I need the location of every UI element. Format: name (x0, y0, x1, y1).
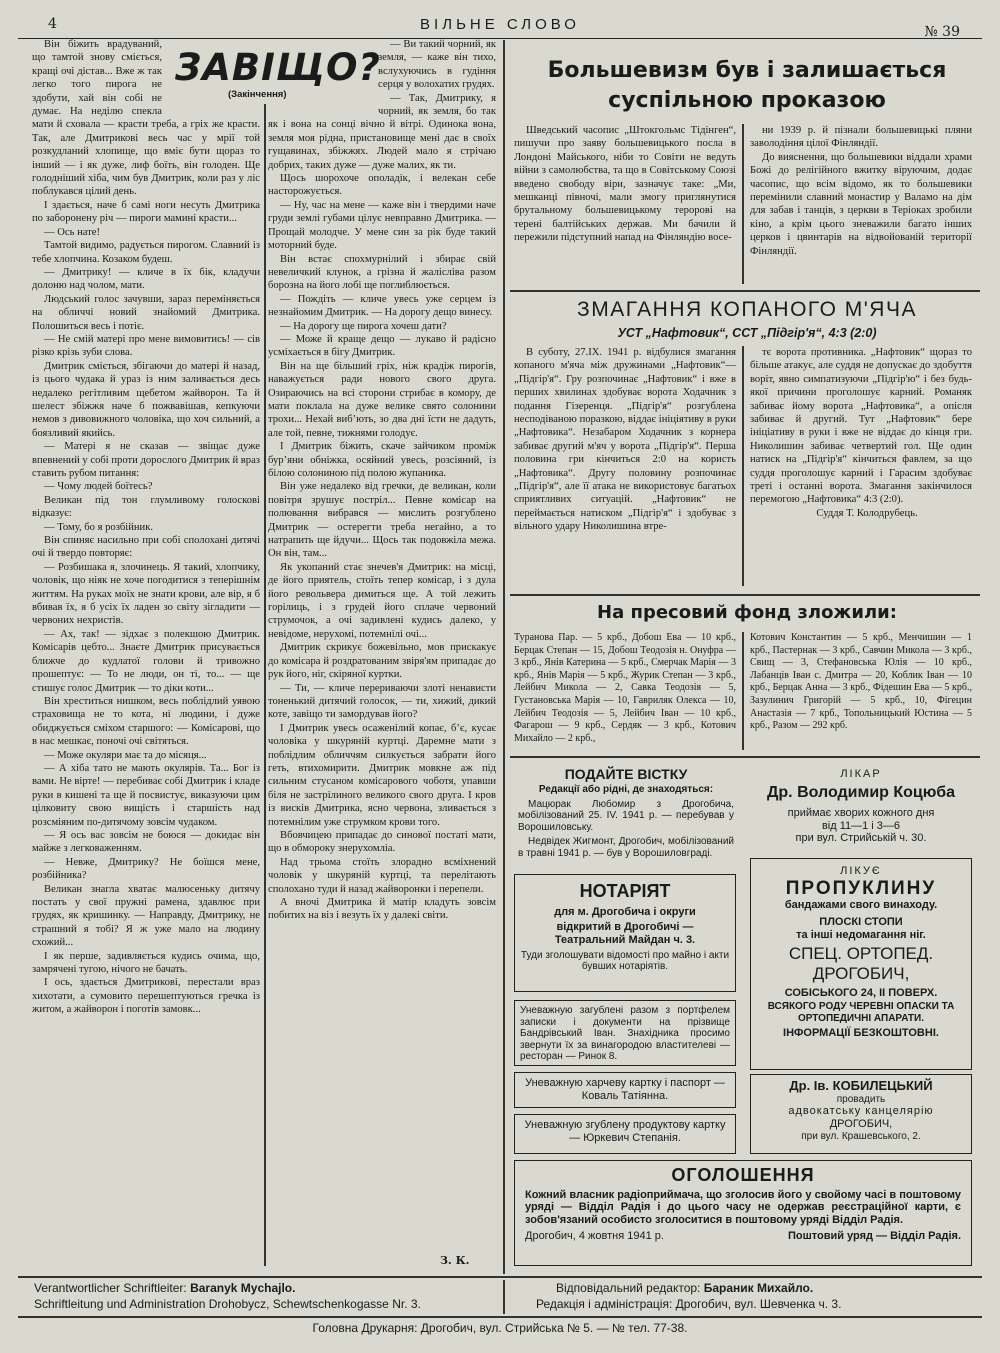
ad-text: Туди зголошувати відомості про майно і акти бувших нотаріятів. (520, 949, 730, 973)
ad-text: та інші недомагання ніг. (796, 928, 926, 941)
bolshevism-column-1 (514, 124, 736, 284)
ad-text: СОБІСЬКОГО 24, II ПОВЕРХ. (784, 986, 938, 999)
footer-german-editor (34, 1281, 295, 1295)
footer-editor (556, 1281, 813, 1295)
football-column-1 (514, 346, 736, 588)
lawyer-ad (750, 1074, 972, 1154)
story-paragraph: А вночі Дмитрика й матір кладуть зовсім побитих на віз і везуть їх у далекі світи. (268, 897, 496, 922)
story-paragraph: Він спиняє насильно при собі сполохані дитячі очі й твердо повторяє: (32, 535, 260, 560)
issue-number: № 39 (924, 24, 960, 40)
ad-text: приймає хворих кожного дня (787, 807, 935, 820)
story-paragraph: І як перше, задивляється кудись очима, що, замрячені тугою, нічого не бачать. (32, 950, 260, 976)
ad-text: Уневажную харчеву картку і паспорт — Коваль Татіянна. (525, 1077, 725, 1102)
story-paragraph: — Може й краще дещо — лукаво й радісно усміхається в бігу Дмитрик. (268, 333, 496, 359)
story-paragraph: Він встає спохмурнілий і збирає свій невеличкий клунок, а грізна й жалісліва разом борозна на його лобі ще поглиблюється. (268, 253, 496, 292)
story-paragraph: — Тому, бо я розбійник. (44, 521, 154, 533)
ad-text: Уневажную загублені разом з портфелем записки і документи на прізвище Бандрівський Іван. Знахідника просимо звернути їх за винагородою властителеві — ресторан — Ринок 8. (520, 1005, 730, 1062)
story-paragraph: — Може окуляри має та до місяця... (44, 749, 207, 761)
story-column-1 (32, 38, 260, 1268)
story-paragraph: — Ти, — кличе перериваючи злоті ненависти тоненький дитячий голосок, — ти, хижий, дикий коте, завіщо ти замордував його? (268, 682, 496, 721)
football-subtitle: УСТ „Нафтовик“, ССТ „Підгір'я“, 4:3 (2:0) (617, 326, 877, 340)
section-divider (510, 756, 980, 758)
doctor-ad (750, 762, 972, 854)
ad-title: Др. Ів. КОБИЛЕЦЬКИЙ (789, 1078, 933, 1093)
notice-footer (525, 1230, 961, 1243)
footer-label: Verantwortlicher Schriftleiter: (34, 1281, 187, 1295)
ad-text: СПЕЦ. ОРТОПЕД. (788, 944, 934, 964)
story-paragraph: І здається, наче б самі ноги несуть Дмитрика по заборонену річ — пироги мамині красти... (32, 199, 260, 225)
story-paragraph: — Я ось вас зовсім не боюся — докидає він майже з легковаженням. (32, 829, 260, 855)
story-paragraph: — Дмитрику! — кличе в їх бік, кладучи долоню над чолом, мати. (32, 266, 260, 292)
story-paragraph: Дмитрик скрикує божевільно, мов прискакує до комісара й роздратованим звіря'ям припадає до рук його, ніг, скіряної куртки. (268, 642, 496, 681)
ad-title: ПОДАЙТЕ ВІСТКУ (564, 766, 688, 782)
ad-label: ЛІКУЄ (840, 865, 882, 877)
column-divider (742, 632, 744, 750)
notice-date: Дрогобич, 4 жовтня 1941 р. (525, 1229, 664, 1242)
ad-title: ПРОПУКЛИНУ (785, 877, 937, 899)
story-paragraph: Тамтой видимо, радується пирогом. Славний із тебе хлопчина. Козаком будеш. (32, 240, 260, 265)
ad-text: ІНФОРМАЦІЇ БЕЗКОШТОВНІ. (783, 1027, 939, 1040)
bolshevism-title: Большевизм був і залишається суспільною проказою (547, 58, 947, 113)
ad-text: адвокатську канцелярію (788, 1105, 934, 1118)
article-paragraph: В суботу, 27.ІХ. 1941 р. відбулися змагання копаного м'яча між дружинами „Нафтовик“—„Підгір'я“. Гру розпочинає „Нафтовик“ і вже в перших хвилинах здобуває ворота Ходачник з подання Гізеренця. „Підгір'я“ розгублена несподіваною поразкою, віддає ініціятиву в руки „Нафтовика“. Незабаром Ходачник з корнера забиває другий м'яч у ворота „Підгір'я“. Перша половина гри кінчиться 2:0 на користь „Нафтовика“. Другу половину розпочинає „Підгір'я“, але її атака не використовує багатьох сприятливих ситуацій. „Нафтовик“ не переймається натиском „Підгір'я“ і здобуває з вільного удару Николишина втре- (514, 347, 736, 533)
footer-german-address: Schriftleitung und Administration Drohobycz, Schewtschenkogasse Nr. 3. (34, 1297, 421, 1311)
footer-label: Відповідальний редактор: (556, 1281, 701, 1295)
column-divider (742, 124, 744, 284)
story-signature: З. К. (440, 1254, 470, 1267)
story-paragraph: Великан під тон глумливому голоскові відказує: (32, 494, 260, 520)
ad-text: при вул. Стрийській ч. 30. (795, 832, 927, 845)
footer-address: Редакція і адміністрація: Дрогобич, вул. Шевченка ч. 3. (536, 1297, 842, 1311)
story-paragraph: Над трьома стоїть злорадно всміхнений чоловік у шкуряній куртці, та перелітають сполохано туди й назад жайворонки і перепели. (268, 856, 496, 895)
ad-title: НОТАРІЯТ (579, 881, 671, 901)
story-paragraph: — Не смій матері про мене вимовитись! — сів різко крізь зуби слова. (32, 333, 260, 359)
ad-text: ВСЯКОГО РОДУ ЧЕРЕВНІ ОПАСКИ ТА ОРТОПЕДИЧНІ АПАРАТИ. (767, 1001, 955, 1024)
lost-card-ad (514, 1072, 736, 1108)
lost-documents-ad (514, 1000, 736, 1066)
ad-text: Недвідек Жигмонт, Дрогобич, мобілізований в травні 1941 р. — був у Ворошиловграді. (518, 836, 734, 859)
ad-text: для м. Дрогобича і округи (554, 905, 696, 918)
footer-divider-vertical (503, 1280, 505, 1314)
story-paragraph: — Ви такий чорний, як земля, — каже він тихо, вслухуючись в гудіння серця у волохатих грудях. (378, 39, 496, 91)
paper-name: ВІЛЬНЕ СЛОВО (420, 16, 580, 33)
footer-divider (18, 1276, 982, 1278)
bolshevism-column-2 (750, 124, 972, 284)
ad-text: бандажами свого винаходу. (784, 899, 938, 912)
football-column-2 (750, 346, 972, 588)
story-paragraph: І Дмитрик увесь осаженілий копає, бʼє, кусає чоловіка у шкуряній куртці. Даремне мати з поблідлим обличчям силкується забрати його геть, втихомирити. Дмитрик мовкне аж під сильним стусаном комісарового чоботя, упавши біля не застрілиного великого свого друга. І кров із висків Дмитрика, ясно червона, зливається з потемнілим уже струмком крови того. (268, 722, 496, 828)
story-paragraph: — Ах, так! — зідхає з полекшою Дмитрик. Комісарів цебто... Знаєте Дмитрик присувається ближче до кудлатої голови й тривожно прошептує: — То не люди, он ті, то... — ще стишує голос Дмитрик — то діки коти... (32, 628, 260, 694)
story-paragraph: Великан знагла хватає малюсеньку дитячу постать у свої пружні рамена, здавлює при грудях, як кришинку. — Направду, Дмитрику, не страшний я тобі? Я ж уже мало на людину схожий... (32, 883, 260, 949)
column-divider (742, 346, 744, 586)
press-fund-title: На пресовий фонд зложили: (597, 602, 897, 623)
story-paragraph: Він уже недалеко від гречки, де великан, коли повітря зрушує постріл... Певне комісар на полювання вибрався — мислить розгублено Дмитрик — остерегти треба негайно, а то натрапить ще йдучи... Щось так подовжіла межа. Он він, там... (268, 481, 496, 560)
column-divider (264, 104, 266, 1266)
orthopedic-ad (750, 858, 972, 1070)
radio-notice (514, 1160, 972, 1266)
lost-food-card-ad (514, 1114, 736, 1154)
footer-name: Baranyk Mychajlo. (190, 1281, 296, 1295)
story-paragraph: І ось, здається Дмитрикові, перестали враз хихотати, а сумовито перешептуються гречка із житом, а жайворон і поготів замовк... (32, 977, 260, 1016)
story-paragraph: — Ось нате! (44, 226, 101, 238)
ad-text: від 11—1 і 3—6 (821, 819, 901, 832)
article-paragraph: тє ворота противника. „Нафтовик“ щораз то більше атакує, але суддя не допускає до здобуття воріт, явно симпатизуючи „Підгір'ю“ і без будь-якої причини проголошує карний. Романяк забиває йому ворота „Нафтовика“, а опісля забиває й другий. Тут „Нафтовик“ бере ініціативу в руки і вже не віддає до кінця гри. Николишин забиває четвертий гол. Ще один натиск на „Підгір'я“ кінчиться фавлем, за що суддя проголошує карний і Гарасим здобуває треті і останні ворота. Змагання закінчилося перемогою „Нафтовика“ 4:3 (2:0). (750, 347, 972, 506)
story-paragraph: Він на ще більший гріх, ніж крадіж пирогів, наважується ради нового свого друга. Озираючись на всі сторони стрибає в комору, де мати поклала на дуже велике свято солонини трохи... Нехай вибʼють, зо два дні їсти не дадуть, але той, певне, тижнями голодує. (268, 360, 496, 439)
footer-name: Бараник Михайло. (703, 1281, 814, 1295)
notice-title: ОГОЛОШЕННЯ (671, 1165, 815, 1185)
ad-text: Театральний Майдан ч. 3. (554, 933, 696, 946)
story-paragraph: — А хіба тато не мають окулярів. Та... Бог із вами. Не вірте! — перебиває собі Дмитрик і кладе руки в кишені та ще й посвистує, виказуючи цим цілковиту свою вищість і старшість над розсміяним по-дитячому зовсім чудаком. (32, 762, 260, 828)
ad-text: Мацюрак Любомир з Дрогобича, мобілізований 25. IV. 1941 р. — перебував у Ворошиловську. (518, 798, 734, 833)
story-title: ЗАВІЩО? (175, 46, 381, 89)
press-fund-list-2: Котович Константин — 5 крб., Менчишин — 1 крб., Пастернак — 3 крб., Савчин Микола — 3 крб., Свищ — 3, Стефановська Юлія — 10 крб., Лабанців Іван с. Дмитра — 20, Коблик Іван — 10 крб., Берцак Анна — 3 крб., Фідешин Ева — 5 крб., Зазулинич Григорій — 5 крб., 10, Фігецин Анастазія — 7 крб., Топольницький Юстина — 5 крб., Разом — 292 крб. (750, 632, 972, 732)
column-divider (503, 40, 505, 1274)
page-number: 4 (48, 16, 57, 32)
story-paragraph: Вбовчицею припадає до синової постаті мати, що в обмороку знерухомліа. (268, 829, 496, 855)
ad-text: ДРОГОБИЧ, (829, 1118, 893, 1131)
ad-text: відкритий в Дрогобичі — (556, 921, 694, 934)
section-divider (510, 594, 980, 596)
story-paragraph: Дмитрик сміється, збігаючи до матері й назад, із цього чудака й ураз із ним заливається десь недалеко регітливим щебетом жайворон. Та й шелест збіжжя наче б пожвавішав, кепкуючи немов з дивовижного чоловіка, що хоч сильний, а боязливий якийсь. (32, 360, 260, 439)
football-title: ЗМАГАННЯ КОПАНОГО М'ЯЧА (577, 298, 917, 321)
article-paragraph: ни 1939 р. й пізнали большевицькі пляни заволодіння цілої Фінляндії. (750, 125, 972, 150)
story-paragraph: Він хреститься нишком, весь поблідлий уявою страховища не то кота, ні людини, і дуже обиджується сміхом старшого: — Комісарові, що в нас мешкає, поночі очі світяться. (32, 695, 260, 748)
article-paragraph: До вияснення, що большевики віддали храми Божі до релігійного вжитку віруючим, додає часопис, що всім відомо, як то большевики перемінили славний монастир у Валамо на дім для забав і танців, з церкви в Теріоках зробили кіно, а крім цього зневажили багато інших церков і цвинтарів на відвойованій території Фінляндії. (750, 151, 972, 257)
ad-text: ДРОГОБИЧ, (812, 963, 910, 983)
story-paragraph: Він біжить врадуваний, що тамтой знову сміється, кращі очі дістав... Вже ж так легко того пирога не здобути, хай він собі не думає. На неділю спекла мати й сховала — красти треба, а гріх же красти. Так, але Дмитрикові весь час у мрії той розкудланий хлопище, що вміє бути щораз то інший — і як дуже, лиф боїть, він голоден. Ще голодніший хіба, чим був Дмитрик, коли раз у ліс поблукався цілий день. (32, 39, 260, 198)
ad-title: Др. Володимир Коцюба (767, 783, 955, 801)
press-fund-list-1: Туранова Пар. — 5 крб., Добош Ева — 10 крб., Берцак Степан — 15, Добош Теодозія н. Онуфра — 3 крб., Янів Катерина — 5 крб., Смерчак Марія — 3 крб., Янів Марія — 5 крб., Журик Степан — 3 крб., Лейбич Микола — 2, Савка Теодозія — 5, Густановська Марія — 10, Гавриляк Олекса — 10, Лейбич Теодозія — 5, Лейбич Іван — 10 крб., Фагарош — 9 крб., Сердяк — 3 крб., Котович Михайло — 2 крб., (514, 632, 736, 744)
story-paragraph: Людський голос зачувши, зараз переміняється на обличчі новий знайомий Дмитрика. Полошиться весь і потіє. (32, 293, 260, 332)
referee-signature: Суддя Т. Колодрубець. (816, 507, 918, 519)
ad-text: при вул. Крашевського, 2. (801, 1130, 921, 1142)
ad-subtitle: Редакції або рідні, де знаходяться: (538, 784, 714, 796)
notice-signature: Поштовий уряд — Відділ Радія. (787, 1229, 961, 1242)
masthead (18, 14, 982, 39)
story-continuation-note: (Закінчення) (228, 89, 287, 100)
story-paragraph: — Пождіть — кличе увесь уже серцем із незнайомим Дмитрик. — На дорогу дещо винесу. (268, 293, 496, 319)
footer-printer: Головна Друкарня: Дрогобич, вул. Стрийська № 5. — № тел. 77-38. (312, 1321, 688, 1335)
story-paragraph: — Невже, Дмитрику? Не боїшся мене, розбійника? (32, 856, 260, 882)
ad-text: ПЛОСКІ СТОПИ (819, 916, 903, 929)
missing-persons-ad (512, 762, 740, 870)
ad-label: ЛІКАР (840, 768, 882, 780)
story-column-2 (268, 38, 496, 1268)
story-paragraph: — Розбишака я, злочинець. Я такий, хлопчику, чоловік, що ніяк не хоче погодитися з теперішнім життям. На руках моїх не знати крови, але вір, я б вбивав їх, я б усіх їх ладен зо світу зігладити — червоних нехристів. (32, 561, 260, 627)
story-paragraph: — На дорогу ще пирога хочеш дати? (280, 320, 447, 332)
story-paragraph: І Дмитрик біжить, скаче зайчиком проміж бурʼяни обніжка, осяйний увесь, розсіяний, із білою солониною під полою жупаника. (268, 441, 496, 479)
story-paragraph: Щось шорохоче ополадік, і велекан себе насторожується. (268, 173, 496, 198)
notice-text: Кожний власник радіоприймача, що зголосив його у свойому часі в поштовому уряді — Відділ Радія і до цього часу не одержав реєстраційної карти, є зобов'язаний особисто зголоситися в поштовому уряді Відділ Радія. (525, 1188, 961, 1226)
story-paragraph: — Так, Дмитрику, я чорний, як земля, бо так як і вона на сонці вічно й вітрі. Одинока вона, земля моя рідна, пристановище мені дає в своїх гущавинах, збіжжях. Людей мало я стрічаю добрих, таких дуже — дуже малих, як ти. (268, 92, 496, 171)
ad-text: Уневажную згублену продуктову картку — Юркевич Степанія. (524, 1119, 726, 1144)
footer-divider (18, 1316, 982, 1318)
section-divider (510, 290, 980, 292)
story-paragraph: — Матері я не сказав — звіщає дуже впевнений у собі проти дорослого Дмитрик й враз ставить рубом питання: (32, 441, 260, 479)
story-paragraph: — Чому людей боїтесь? (44, 481, 153, 493)
notary-ad (514, 874, 736, 992)
ad-text: провадить (836, 1093, 886, 1105)
article-paragraph: Шведський часопис „Штокгольмс Тідінген“, пишучи про заяву большевицького посла в Лондоні Майського, ніби то Совіти не ведуть війни з самолюбства, та що в Совітському Союзі введено свободу віри, зазначує таке: „Ми, мешканці півночі, мали змогу приглянутися брутальному большевицькому теророві на терені балтійських держав. Ми бачили й пережили підступний напад на Фінляндію восе- (514, 125, 736, 244)
story-paragraph: Як укопаний стає знечев'я Дмитрик: на місці, де його приятель, стоїть тепер комісар, і з дула його револьвера димиться ще. А той лежить горілиць, і з грудей його сплаче червоний струмочок, а очі задивлені кудись далеко, у невідоме, нерухомі, потемнілі очі... (268, 561, 496, 640)
story-paragraph: — Ну, час на мене — каже він і твердими наче груди землі губами цілує невправно Дмитрика. — Прощай молодче. У мене син за рік буде такий моторний буде. (268, 199, 496, 252)
